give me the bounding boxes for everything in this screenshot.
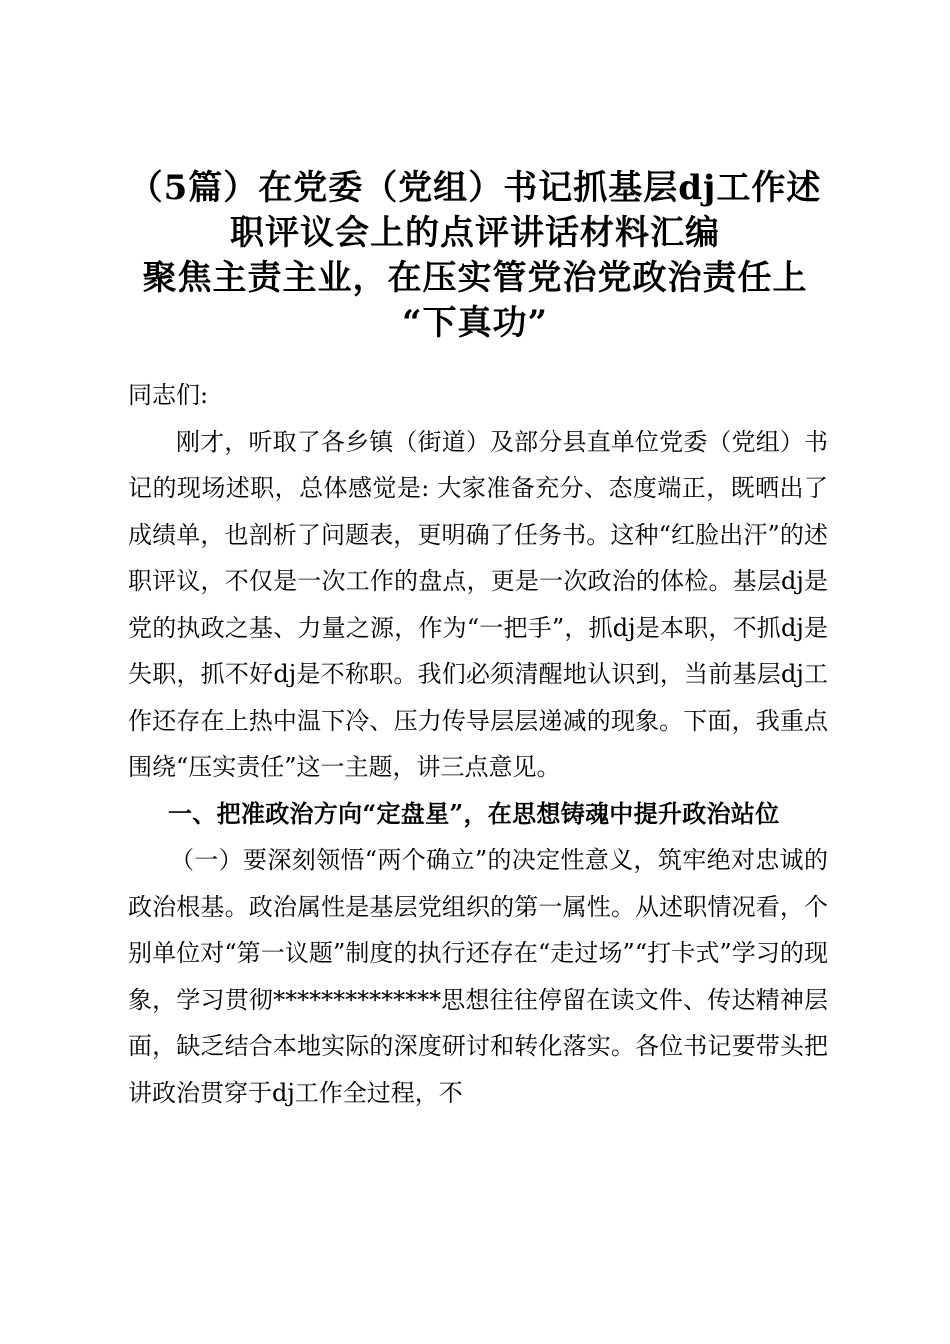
section-heading-1: 一、把准政治方向“定盘星”，在思想铸魂中提升政治站位 <box>168 798 780 828</box>
paragraph-intro: 刚才，听取了各乡镇（街道）及部分县直单位党委（党组）书记的现场述职，总体感觉是: 大家准备充分、态度端正，既晒出了成绩单，也剖析了问题表，更明确了任务书。这种“红脸出汗”的述职评议，不仅是一次工作的盘点，更是一次政治的体检。基层dj是党的执政之基、力量之源，作为“一把手”，抓dj是本职，不抓dj是失职，抓不好dj是不称职。我们必须清醒地认识到，当前基层dj工作还存在上热中温下冷、压力传导层层递减的现象。下面，我重点围绕“压实责任”这一主题，讲三点意见。 <box>128 427 828 781</box>
paragraph-subsection-1: （一）要深刻领悟“两个确立”的决定性意义，筑牢绝对忠诚的政治根基。政治属性是基层党组织的第一属性。从述职情况看，个别单位对“第一议题”制度的执行还存在“走过场”“打卡式”学习的现象，学习贯彻**************思想往往停留在读文件、传达精神层面，缺乏结合本地实际的深度研讨和转化落实。各位书记要带头把讲政治贯穿于dj工作全过程，不 <box>128 846 828 1107</box>
document-title <box>110 166 840 346</box>
title-line-2: 职评议会上的点评讲话材料汇编 <box>230 213 720 253</box>
title-line-4: “下真功” <box>401 303 549 343</box>
title-line-3: 聚焦主责主业，在压实管党治党政治责任上 <box>142 258 808 298</box>
title-line-1: （5篇）在党委（党组）书记抓基层dj工作述 <box>128 168 822 208</box>
greeting: 同志们: <box>128 381 209 409</box>
document-body <box>128 372 828 1116</box>
